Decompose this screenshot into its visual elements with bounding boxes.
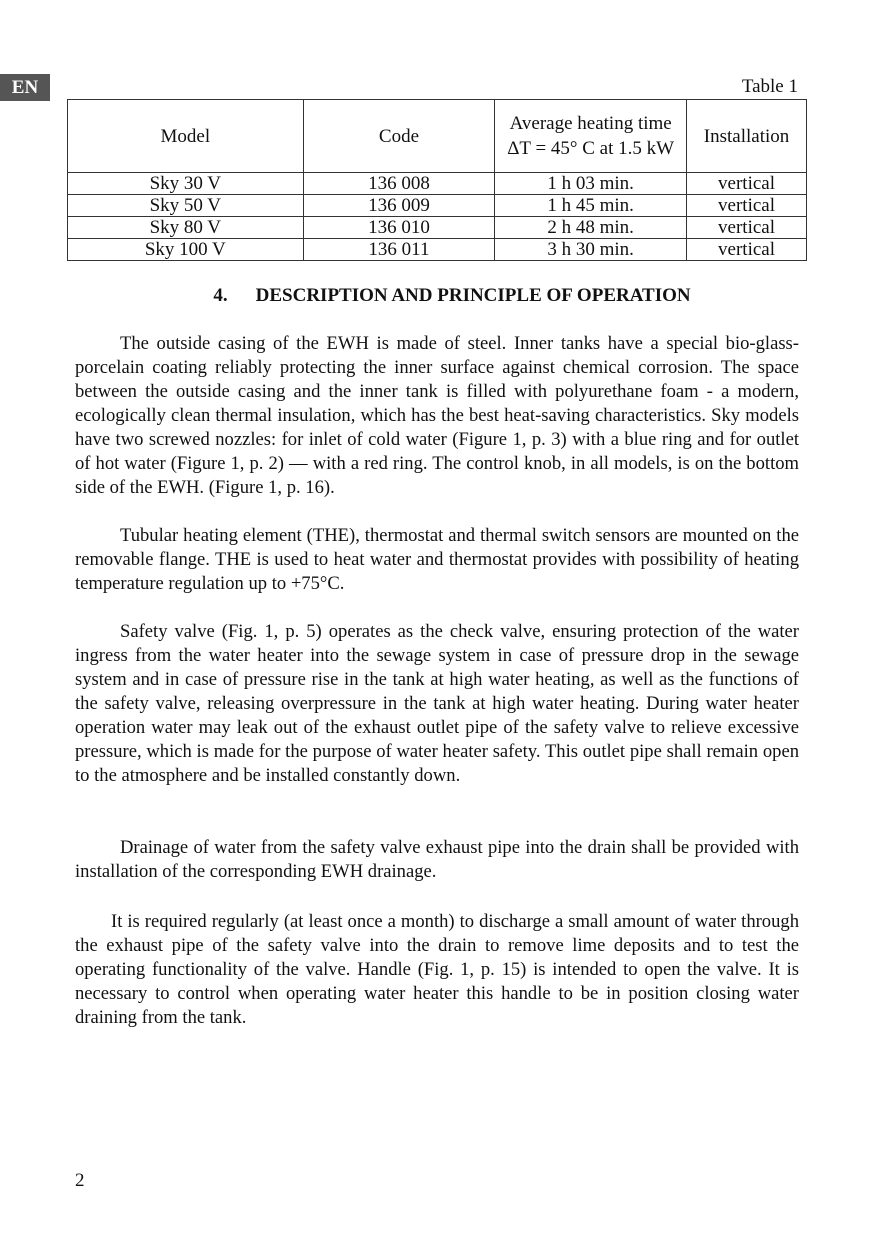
cell-heating-time: 1 h 45 min. xyxy=(495,195,687,217)
cell-heating-time: 2 h 48 min. xyxy=(495,217,687,239)
paragraph-text: Tubular heating element (THE), thermostat and thermal switch sensors are mounted on the removable flange. THE is used to heat water and thermostat provides with possibility of heating temperature regulation up to +75°C. xyxy=(75,525,799,594)
table-row xyxy=(68,173,807,195)
section-number: 4. xyxy=(213,285,228,306)
cell-heating-time: 3 h 30 min. xyxy=(495,239,687,261)
header-model: Model xyxy=(68,100,304,173)
cell-code: 136 011 xyxy=(303,239,495,261)
specifications-table xyxy=(67,99,807,261)
paragraph-text: The outside casing of the EWH is made of steel. Inner tanks have a special bio-glass-porcelain coating reliably protecting the inner surface against chemical corrosion. The space between the outside casing and the inner tank is filled with polyurethane foam - a modern, ecologically clean thermal insulation, which has the best heat-saving characteristics. Sky models have two screwed nozzles: for inlet of cold water (Figure 1, p. 3) with a blue ring and for outlet of hot water (Figure 1, p. 2) — with a red ring. The control knob, in all models, is on the bottom side of the EWH. (Figure 1, p. 16). xyxy=(75,333,799,498)
table-row xyxy=(68,217,807,239)
paragraph-text: It is required regularly (at least once a month) to discharge a small amount of water through the exhaust pipe of the safety valve into the drain to remove lime deposits and to test the operating functionality of the valve. Handle (Fig. 1, p. 15) is intended to open the valve. It is necessary to control when operating water heater this handle to be in position closing water draining from the tank. xyxy=(75,911,799,1028)
paragraph-casing xyxy=(75,332,799,500)
language-tab: EN xyxy=(0,74,50,101)
cell-code: 136 008 xyxy=(303,173,495,195)
cell-installation: vertical xyxy=(687,173,807,195)
cell-installation: vertical xyxy=(687,239,807,261)
cell-model: Sky 80 V xyxy=(68,217,304,239)
table-caption: Table 1 xyxy=(741,76,798,97)
cell-installation: vertical xyxy=(687,195,807,217)
cell-model: Sky 100 V xyxy=(68,239,304,261)
header-code: Code xyxy=(303,100,495,173)
header-heating-line2: ΔT = 45° C at 1.5 kW xyxy=(507,138,675,159)
paragraph-heating-element xyxy=(75,524,799,596)
header-heating-time xyxy=(495,100,687,173)
paragraph-text: Safety valve (Fig. 1, p. 5) operates as the check valve, ensuring protection of the water ingress from the water heater into the sewage system in case of pressure drop in the sewage system and in case of pressure rise in the tank at high water heating, as well as the functions of the safety valve, releasing overpressure in the tank at high water heating. During water heater operation water may leak out of the exhaust outlet pipe of the safety valve to relieve excessive pressure, which is made for the purpose of water heater safety. This outlet pipe shall remain open to the atmosphere and be installed constantly down. xyxy=(75,621,799,786)
table-header-row xyxy=(68,100,807,173)
page-number: 2 xyxy=(75,1170,85,1191)
table-row xyxy=(68,195,807,217)
cell-code: 136 010 xyxy=(303,217,495,239)
cell-model: Sky 30 V xyxy=(68,173,304,195)
section-heading xyxy=(0,285,874,307)
paragraph-safety-valve xyxy=(75,620,799,788)
header-heating-line1: Average heating time xyxy=(509,113,672,134)
cell-installation: vertical xyxy=(687,217,807,239)
header-installation: Installation xyxy=(687,100,807,173)
cell-heating-time: 1 h 03 min. xyxy=(495,173,687,195)
cell-model: Sky 50 V xyxy=(68,195,304,217)
paragraph-drainage xyxy=(75,836,799,884)
paragraph-maintenance xyxy=(75,910,799,1030)
table-row xyxy=(68,239,807,261)
paragraph-text: Drainage of water from the safety valve exhaust pipe into the drain shall be provided with installation of the corresponding EWH drainage. xyxy=(75,837,799,882)
section-title: DESCRIPTION AND PRINCIPLE OF OPERATION xyxy=(255,285,691,306)
cell-code: 136 009 xyxy=(303,195,495,217)
